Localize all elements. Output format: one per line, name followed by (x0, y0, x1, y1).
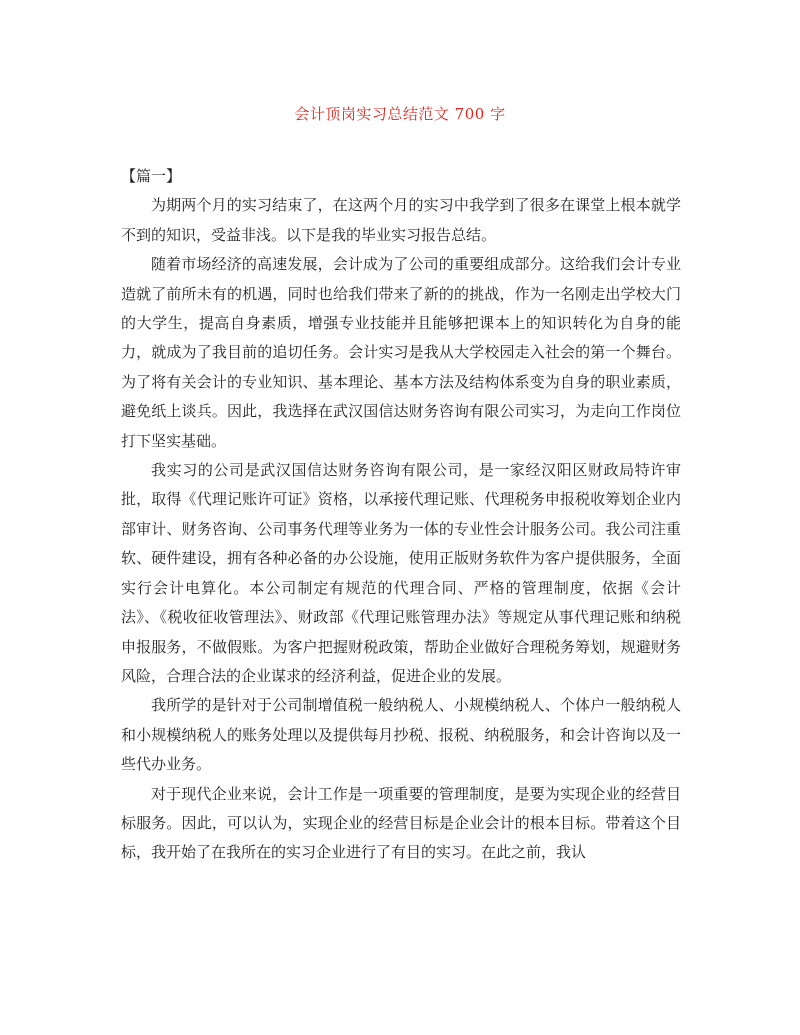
paragraph-1: 为期两个月的实习结束了，在这两个月的实习中我学到了很多在课堂上根本就学不到的知识，受益非浅。以下是我的毕业实习报告总结。 (121, 196, 681, 244)
section-label: 【篇一】 (121, 167, 182, 185)
paragraph-3: 我实习的公司是武汉国信达财务咨询有限公司，是一家经汉阳区财政局特许审批，取得《代理记账许可证》资格，以承接代理记账、代理税务申报税收筹划企业内部审计、财务咨询、公司事务代理等业务为一体的专业性会计服务公司。我公司注重软、硬件建设，拥有各种必备的办公设施，使用正版财务软件为客户提供服务，全面实行会计电算化。本公司制定有规范的代理合同、严格的管理制度，依据《会计法》、《税收征收管理法》、财政部《代理记账管理办法》等规定从事代理记账和纳税申报服务，不做假账。为客户把握财税政策，帮助企业做好合理税务筹划，规避财务风险，合理合法的企业谋求的经济利益，促进企业的发展。 (121, 461, 681, 685)
paragraph-2: 随着市场经济的高速发展，会计成为了公司的重要组成部分。这给我们会计专业造就了前所未有的机遇，同时也给我们带来了新的的挑战，作为一名刚走出学校大门的大学生，提高自身素质，增强专业技能并且能够把课本上的知识转化为自身的能力，就成为了我目前的追切任务。会计实习是我从大学校园走入社会的第一个舞台。为了将有关会计的专业知识、基本理论、基本方法及结构体系变为自身的职业素质，避免纸上谈兵。因此，我选择在武汉国信达财务咨询有限公司实习，为走向工作岗位打下坚实基础。 (121, 255, 681, 450)
paragraph-4: 我所学的是针对于公司制增值税一般纳税人、小规模纳税人、个体户一般纳税人和小规模纳税人的账务处理以及提供每月抄税、报税、纳税服务，和会计咨询以及一些代办业务。 (121, 696, 681, 774)
paragraph-5: 对于现代企业来说，会计工作是一项重要的管理制度，是要为实现企业的经营目标服务。因此，可以认为，实现企业的经营目标是企业会计的根本目标。带着这个目标，我开始了在我所在的实习企业进行了有目的实习。在此之前，我认 (121, 784, 681, 862)
document-body (121, 162, 681, 868)
document-title: 会计顶岗实习总结范文 700 字 (294, 105, 506, 123)
